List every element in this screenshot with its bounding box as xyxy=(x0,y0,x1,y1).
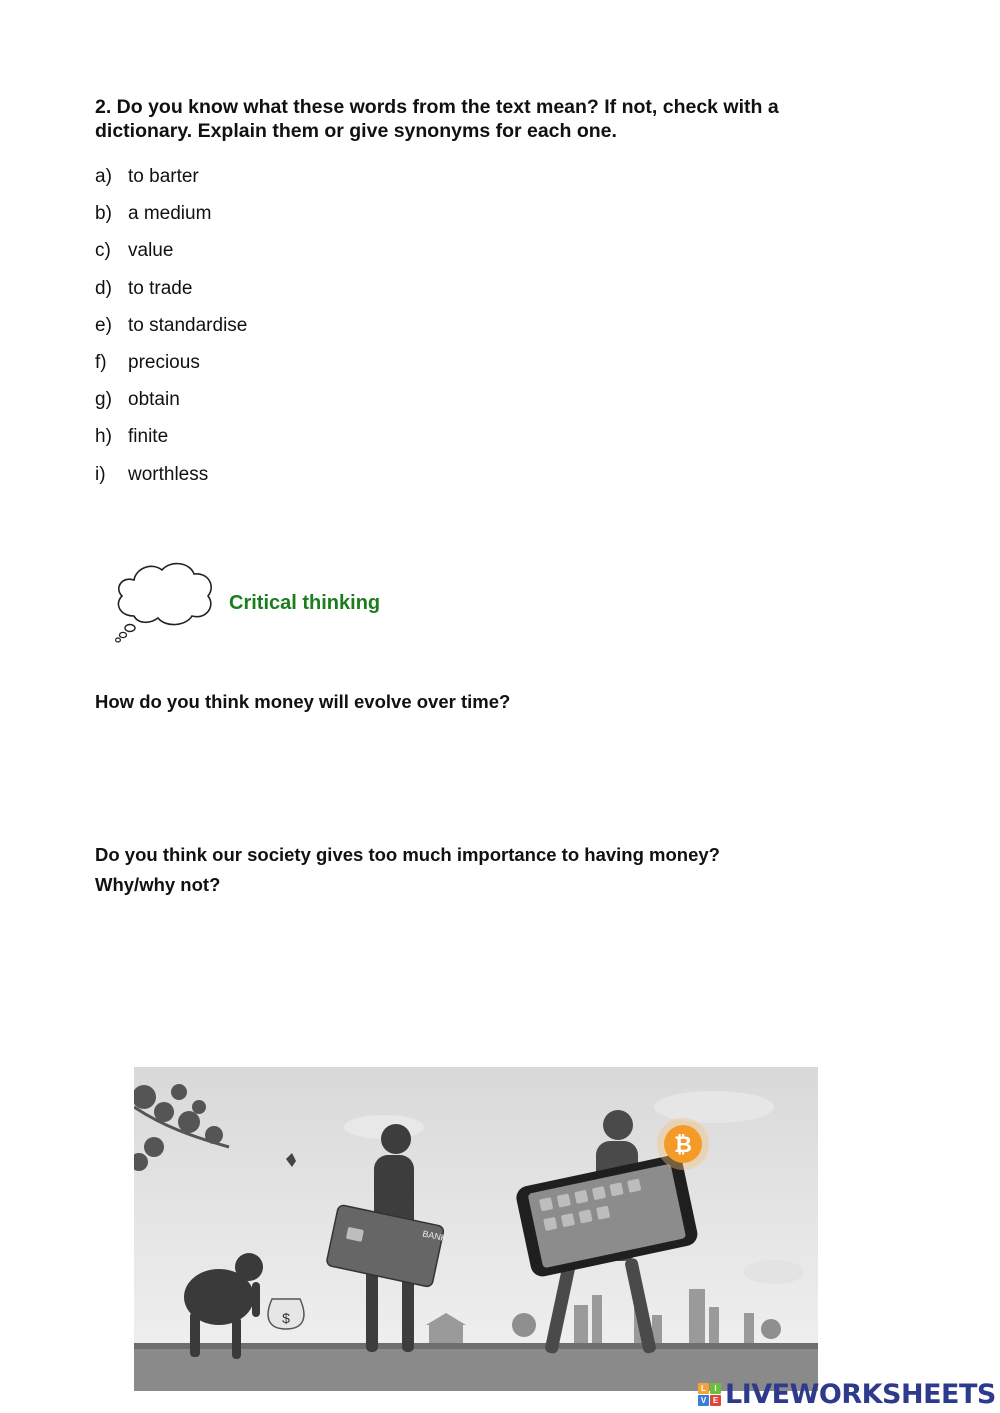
money-bag-icon xyxy=(268,1299,304,1329)
logo-letter: V xyxy=(698,1395,709,1406)
liveworksheets-logo-icon xyxy=(698,1383,721,1406)
item-letter: f) xyxy=(95,351,107,373)
logo-letter: L xyxy=(698,1383,709,1394)
list-item xyxy=(95,278,247,315)
item-letter: a) xyxy=(95,166,112,187)
item-letter: i) xyxy=(95,463,106,485)
bitcoin-symbol: ₿ xyxy=(674,1133,692,1158)
thought-cloud-icon xyxy=(112,558,217,646)
tree-icon xyxy=(761,1319,781,1339)
tree-icon xyxy=(512,1313,536,1337)
critical-thinking-section xyxy=(112,558,412,648)
item-word: finite xyxy=(128,426,169,448)
logo-letter: I xyxy=(710,1383,721,1394)
list-item xyxy=(95,166,247,203)
item-word: a medium xyxy=(128,203,212,225)
question-society-money xyxy=(95,840,855,900)
item-word: precious xyxy=(128,351,200,373)
item-letter: d) xyxy=(95,277,112,299)
item-word: obtain xyxy=(128,389,180,411)
list-item xyxy=(95,203,247,240)
logo-letter: E xyxy=(710,1395,721,1406)
item-letter: c) xyxy=(95,240,111,262)
question-money-evolve: How do you think money will evolve over time? xyxy=(95,691,511,712)
cloud-shape xyxy=(744,1260,804,1284)
item-word: to barter xyxy=(128,166,199,187)
question-line: Do you think our society gives too much importance to having money? xyxy=(95,844,720,865)
bank-card-label: BANK xyxy=(421,1228,448,1244)
liveworksheets-watermark xyxy=(698,1378,996,1410)
cloud-shape xyxy=(654,1091,774,1123)
bitcoin-icon xyxy=(657,1118,709,1170)
question-line: Why/why not? xyxy=(95,874,221,895)
list-item xyxy=(95,464,247,501)
item-letter: b) xyxy=(95,203,112,225)
watermark-text: LIVEWORKSHEETS xyxy=(725,1378,996,1410)
vocabulary-list xyxy=(95,166,247,501)
money-bag-symbol: $ xyxy=(282,1310,290,1326)
item-word: value xyxy=(128,240,174,262)
list-item xyxy=(95,240,247,277)
item-word: to trade xyxy=(128,277,193,299)
exercise-2-heading: 2. Do you know what these words from the text mean? If not, check with a dictionary. Explain them or give synonyms for each one. xyxy=(95,96,779,142)
item-word: to standardise xyxy=(128,314,248,336)
item-letter: g) xyxy=(95,389,112,411)
money-evolution-illustration xyxy=(134,1067,818,1391)
critical-thinking-title: Critical thinking xyxy=(229,592,381,614)
list-item xyxy=(95,426,247,463)
item-letter: h) xyxy=(95,426,112,448)
item-letter: e) xyxy=(95,314,112,336)
list-item xyxy=(95,389,247,426)
list-item xyxy=(95,352,247,389)
item-word: worthless xyxy=(128,463,209,485)
list-item xyxy=(95,315,247,352)
